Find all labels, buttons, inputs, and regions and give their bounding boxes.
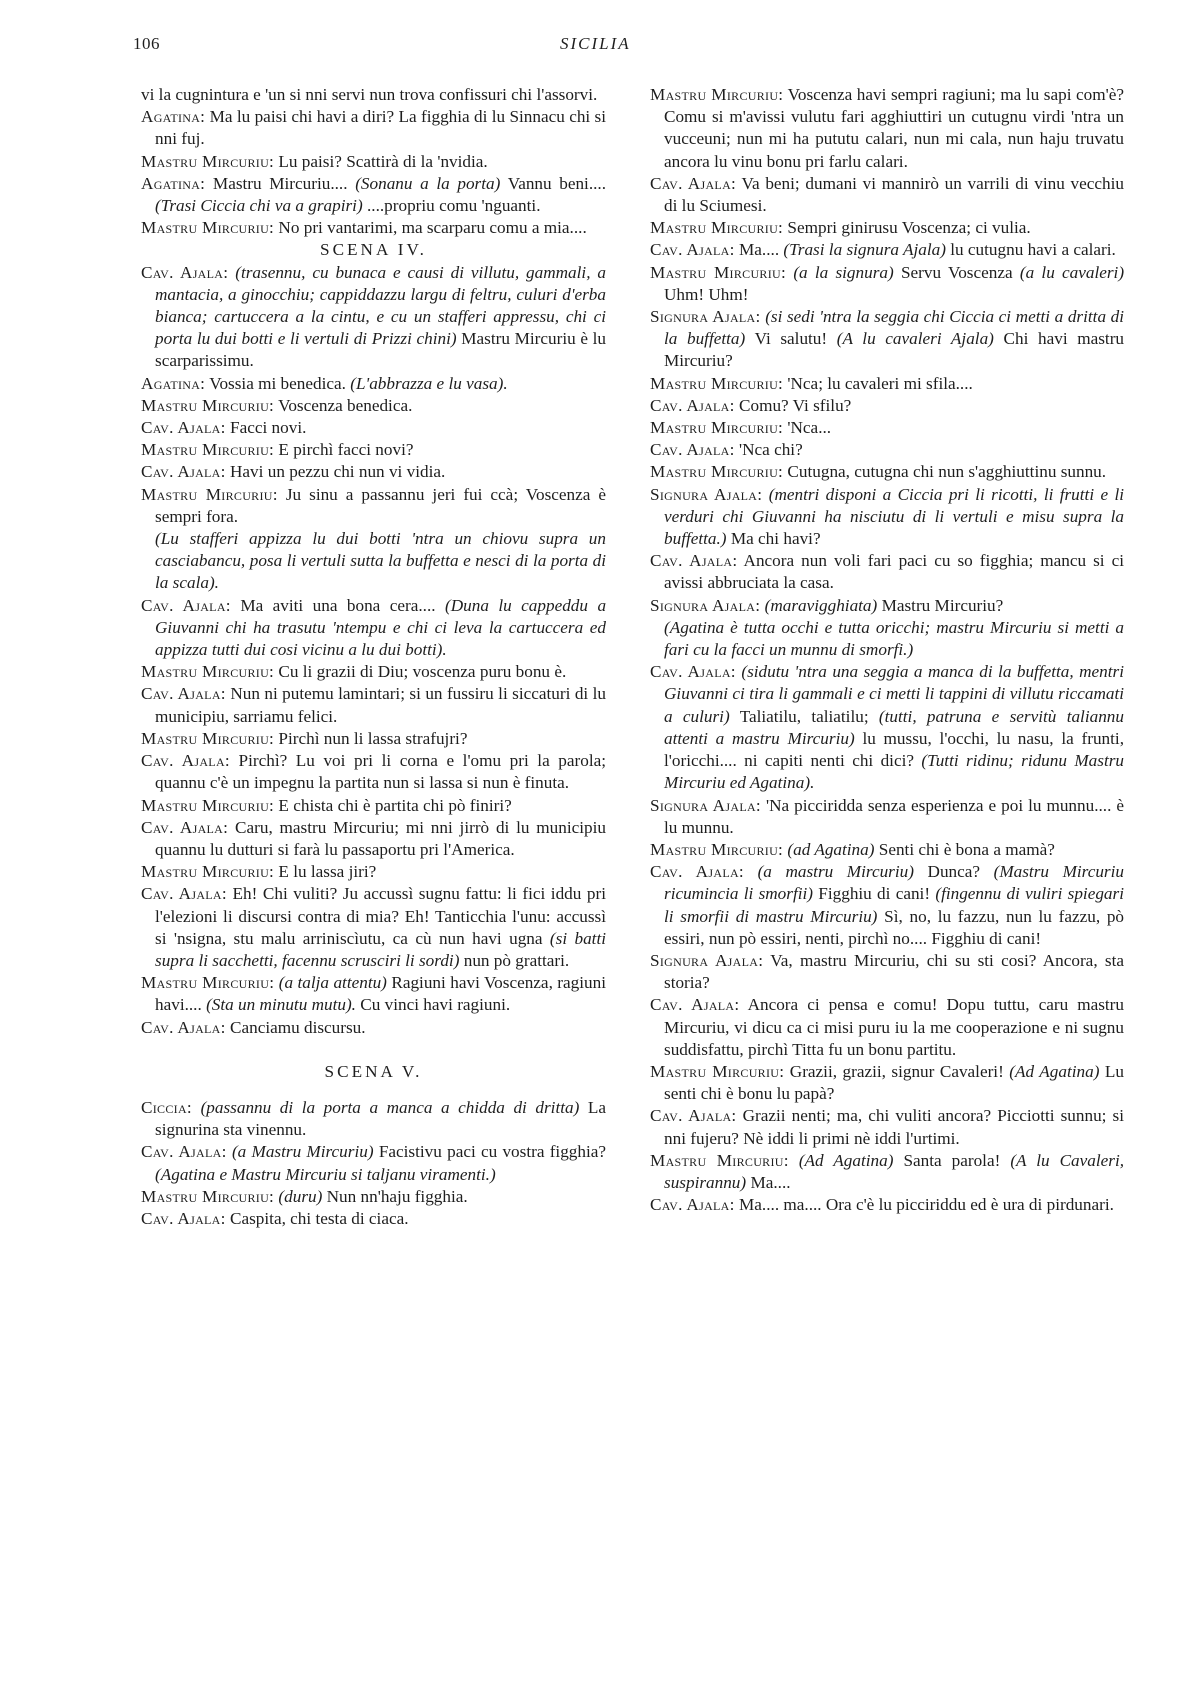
speaker-name: Signura Ajala: xyxy=(650,595,761,615)
speech xyxy=(650,373,1124,395)
dialogue-text: Vannu beni.... xyxy=(507,173,607,193)
dialogue-text: Cu li grazii di Diu; voscenza puru bonu è. xyxy=(278,662,567,682)
speaker-name: Cav. Ajala: xyxy=(141,262,229,282)
dialogue-text: Comu? Vi sfilu? xyxy=(739,395,852,415)
speech xyxy=(650,84,1124,173)
dialogue-text: La signurina sta vinennu. xyxy=(155,1097,607,1140)
speech xyxy=(650,306,1124,373)
speaker-name: Agatina: xyxy=(141,107,206,127)
speech xyxy=(141,1097,606,1141)
dialogue-text: Ma.... xyxy=(750,1172,791,1192)
speech xyxy=(141,461,606,483)
speech xyxy=(650,173,1124,217)
speaker-name: Mastru Mircuriu: xyxy=(141,795,275,815)
speech xyxy=(650,550,1124,594)
speaker-name: Cav. Ajala: xyxy=(141,817,229,837)
speech xyxy=(141,439,606,461)
dialogue-text: E chista chi è partita chi pò finiri? xyxy=(278,795,512,815)
dialogue-text: Uhm! Uhm! xyxy=(664,284,749,304)
dialogue-text: Va, mastru Mircuriu, chi su sti cosi? Ancora, sta storia? xyxy=(664,950,1124,993)
speaker-name: Mastru Mircuriu: xyxy=(141,662,275,682)
dialogue-text: Senti chi è bona a mamà? xyxy=(878,839,1055,859)
dialogue-text: Mastru Mircuriu è lu scarparissimu. xyxy=(155,329,606,371)
dialogue-text: Ju sinu a passannu jeri fui ccà; Voscenza è sempri fora. xyxy=(155,484,607,526)
speaker-name: Cav. Ajala: xyxy=(650,1195,735,1215)
speech xyxy=(650,1061,1124,1105)
speaker-name: Mastru Mircuriu: xyxy=(141,484,278,504)
speaker-name: Cav. Ajala: xyxy=(141,1208,226,1228)
stage-direction-text: (a Mastru Mircuriu) xyxy=(231,1142,374,1162)
speech xyxy=(650,1194,1124,1216)
dialogue-text: Vi salutu! xyxy=(754,329,828,349)
speaker-name: Cav. Ajala: xyxy=(650,173,737,193)
speaker-name: Cav. Ajala: xyxy=(650,440,735,460)
speech xyxy=(141,883,606,972)
scene-heading: SCENA IV. xyxy=(320,240,427,260)
speech xyxy=(141,106,606,150)
stage-direction-text: (A lu cavaleri Ajala) xyxy=(836,329,994,349)
speech xyxy=(141,217,606,239)
stage-direction-text: (Trasi la signura Ajala) xyxy=(783,240,946,260)
speech xyxy=(141,595,606,662)
speech xyxy=(141,1141,606,1185)
speaker-name: Cav. Ajala: xyxy=(650,995,740,1015)
speaker-name: Mastru Mircuriu: xyxy=(650,218,784,238)
dialogue-text: Ma.... xyxy=(739,240,780,260)
dialogue-text: Ancora ci pensa e comu! Dopu tuttu, caru mastru Mircuriu, vi dicu ca ci misi puru iu la me cooperazione e ni sugnu suddisfattu, pirchì Titta fu un bonu partitu. xyxy=(664,995,1124,1059)
dialogue-text: Eh! Chi vuliti? Ju accussì sugnu fattu: li fici iddu pri l'elezioni li discursi contra di mia? Eh! Tanticchia l'unu: accussì si 'nsigna, stu malu arriniscìutu, ca cù nun havi ugna xyxy=(155,884,607,948)
dialogue-text: Ma lu paisi chi havi a diri? La figghia di lu Sinnacu chi si nni fuj. xyxy=(155,107,607,149)
continued-speech xyxy=(141,84,606,106)
stage-direction-text: (fingennu di vuliri spiegari li smorfii di mastru Mircuriu) xyxy=(664,884,1124,926)
speaker-name: Cav. Ajala: xyxy=(650,1106,737,1126)
dialogue-text: Vossia mi benedica. xyxy=(209,373,346,393)
stage-direction-text: (A lu Cavaleri, suspirannu) xyxy=(664,1150,1125,1192)
dialogue-text: Voscenza havi sempri ragiuni; ma lu sapi com'è? Comu si m'avissi vulutu fari agghiuttiri un cutugnu virdi 'ntra un vucceuni; nun mi ha pututu calari, nun mi cala, nun haju truvatu ancora lu vinu bonu pri farlu calari. xyxy=(664,85,1124,171)
speaker-name: Cav. Ajala: xyxy=(141,462,226,482)
speech xyxy=(141,395,606,417)
dialogue-text: Ma chi havi? xyxy=(730,529,821,549)
speech xyxy=(141,683,606,727)
dialogue-text: Servu Voscenza xyxy=(900,262,1013,282)
dialogue-text: Taliatilu, taliatilu; xyxy=(739,706,869,726)
speech xyxy=(141,817,606,861)
stage-direction xyxy=(141,528,606,595)
speech xyxy=(650,861,1124,950)
dialogue-text: 'Nca... xyxy=(787,418,832,438)
speech xyxy=(141,972,606,1016)
speaker-name: Cav. Ajala: xyxy=(141,684,226,704)
speaker-name: Mastru Mircuriu: xyxy=(141,151,275,171)
speaker-name: Mastru Mircuriu: xyxy=(650,462,784,482)
stage-direction-text: (Sta un minutu mutu). xyxy=(206,995,356,1015)
dialogue-text: Nun ni putemu lamintari; si un fussiru li siccaturi di lu municipiu, sarriamu felici. xyxy=(155,684,607,726)
speech xyxy=(650,994,1124,1061)
stage-direction-text: (Ad Agatina) xyxy=(798,1150,894,1170)
speaker-name: Signura Ajala: xyxy=(650,484,763,504)
dialogue-text: Chi havi mastru Mircuriu? xyxy=(664,329,1125,371)
speech xyxy=(141,417,606,439)
stage-direction-text: (a talja attentu) xyxy=(278,973,387,993)
dialogue-text: Voscenza benedica. xyxy=(278,395,413,415)
stage-direction-text: (si sedi 'ntra la seggia chi Ciccia ci metti a dritta di la buffetta) xyxy=(664,307,1125,349)
speaker-name: Mastru Mircuriu: xyxy=(141,218,275,238)
speech xyxy=(141,661,606,683)
speech xyxy=(650,217,1124,239)
dialogue-text: Lu senti chi è bonu lu papà? xyxy=(664,1061,1124,1104)
speaker-name: Cav. Ajala: xyxy=(650,240,735,260)
speaker-name: Signura Ajala: xyxy=(650,307,761,327)
speech xyxy=(650,661,1124,794)
speaker-name: Mastru Mircuriu: xyxy=(141,440,275,460)
scene-heading: SCENA V. xyxy=(324,1061,423,1081)
speaker-name: Cav. Ajala: xyxy=(650,862,744,882)
dialogue-text: Sempri ginirusu Voscenza; ci vulia. xyxy=(787,218,1031,238)
stage-direction-text: (ad Agatina) xyxy=(787,839,875,859)
speaker-name: Cav. Ajala: xyxy=(141,884,227,904)
dialogue-text: Va beni; dumani vi mannirò un varrili di vinu vecchiu di lu Sciumesi. xyxy=(664,173,1124,216)
speaker-name: Cav. Ajala: xyxy=(141,418,226,438)
dialogue-text: Nun nn'haju figghia. xyxy=(326,1186,468,1206)
dialogue-text: E pirchì facci novi? xyxy=(278,440,414,460)
dialogue-text: Cu vinci havi ragiuni. xyxy=(360,995,511,1015)
stage-direction-text: (passannu di la porta a manca a chidda di dritta) xyxy=(200,1097,580,1117)
dialogue-text: E lu lassa jiri? xyxy=(278,862,377,882)
stage-direction-text: (Agatina è tutta occhi e tutta oricchi; mastru Mircuriu si metti a fari cu la facci un munnu di smorfi.) xyxy=(664,617,1124,660)
dialogue-text: Lu paisi? Scattirà di la 'nvidia. xyxy=(278,151,488,171)
stage-direction-text: (Duna lu cappeddu a Giuvanni chi ha trasutu 'ntempu e chi ci leva la cartuccera ed appizza tutti dui cosi vicinu a lu dui botti). xyxy=(155,595,607,660)
speech xyxy=(650,461,1124,483)
dialogue-text: Pirchì? Lu voi pri li corna e l'omu pri la parola; quannu c'è un impegnu la partita nun si lassa si nun è finuta. xyxy=(155,751,606,793)
speaker-name: Mastru Mircuriu: xyxy=(650,1061,785,1081)
dialogue-text: Ragiuni havi Voscenza, ragiuni havi.... xyxy=(155,973,606,1015)
stage-direction-text: (a mastru Mircuriu) xyxy=(757,862,914,882)
speaker-name: Cav. Ajala: xyxy=(141,1142,227,1162)
stage-direction-text: (Mastru Mircuriu ricumincia li smorfii) xyxy=(664,862,1124,904)
speaker-name: Cav. Ajala: xyxy=(141,751,230,771)
speech xyxy=(141,861,606,883)
speech xyxy=(141,1186,606,1208)
dialogue-text: 'Nca chi? xyxy=(739,440,803,460)
stage-direction-text: (Agatina e Mastru Mircuriu si taljanu viramenti.) xyxy=(155,1164,496,1184)
stage-direction-text: (L'abbrazza e lu vasa). xyxy=(350,373,508,393)
dialogue-text: Santa parola! xyxy=(903,1150,1001,1170)
speech xyxy=(141,728,606,750)
speaker-name: Mastru Mircuriu: xyxy=(141,728,275,748)
speaker-name: Mastru Mircuriu: xyxy=(650,418,784,438)
speaker-name: Mastru Mircuriu: xyxy=(141,1186,275,1206)
stage-direction-text: (Tutti ridinu; ridunu Mastru Mircuriu ed Agatina). xyxy=(664,751,1125,793)
speaker-name: Signura Ajala: xyxy=(650,950,764,970)
dialogue-text: Grazii nenti; ma, chi vuliti ancora? Picciotti sunnu; si nni fujeru? Nè iddi li primi nè iddi l'urtimi. xyxy=(664,1106,1125,1148)
speech xyxy=(650,795,1124,839)
stage-direction-text: (mentri disponi a Ciccia pri li ricotti, li frutti e li verduri chi Giuvanni ha nisciutu di li vertuli e misu supra la buffetta.) xyxy=(664,484,1125,549)
speech xyxy=(650,417,1124,439)
speaker-name: Mastru Mircuriu: xyxy=(141,395,275,415)
speech xyxy=(650,595,1124,617)
speaker-name: Mastru Mircuriu: xyxy=(650,85,784,104)
stage-direction-text: (a la signura) xyxy=(793,262,894,282)
stage-direction-text: (Lu stafferi appizza lu dui botti 'ntra un chiovu supra un casciabancu, posa li vertuli sutta la buffetta e nesci di la porta di la scala). xyxy=(155,529,606,593)
speech xyxy=(650,439,1124,461)
dialogue-text: Dunca? xyxy=(927,862,981,882)
speaker-name: Cav. Ajala: xyxy=(141,595,231,615)
speech xyxy=(650,484,1124,551)
speech xyxy=(141,795,606,817)
left-column xyxy=(141,84,606,1230)
speech xyxy=(650,262,1124,306)
dialogue-text: lu cutugnu havi a calari. xyxy=(950,240,1116,260)
speaker-name: Mastru Mircuriu: xyxy=(141,973,275,993)
speaker-name: Agatina: xyxy=(141,373,206,393)
dialogue-text: Facistivu paci cu vostra figghia? xyxy=(378,1142,607,1162)
stage-direction-text: (tutti, patruna e servitù taliannu attenti a mastru Mircuriu) xyxy=(664,706,1124,748)
speaker-name: Ciccia: xyxy=(141,1097,193,1117)
speech xyxy=(650,1150,1124,1194)
dialogue-text: Mastru Mircuriu.... xyxy=(212,173,348,193)
dialogue-text: Facci novi. xyxy=(230,418,307,438)
dialogue-text: Havi un pezzu chi nun vi vidia. xyxy=(230,462,446,482)
stage-direction-text: (a lu cavaleri) xyxy=(1019,262,1125,282)
speech xyxy=(650,1105,1124,1149)
speech xyxy=(141,750,606,794)
dialogue-text: No pri vantarimi, ma scarparu comu a mia.... xyxy=(278,218,587,238)
dialogue-text: Figghiu di cani! xyxy=(818,884,931,904)
speech xyxy=(650,839,1124,861)
stage-direction-text: (duru) xyxy=(278,1186,323,1206)
page-number: 106 xyxy=(133,34,160,53)
dialogue-text: Ancora nun voli fari paci cu so figghia; mancu si ci avissi abbruciata la casa. xyxy=(664,551,1124,593)
dialogue-text: lu mussu, l'occhi, lu nasu, la frunti, l'oricchi.... ni capiti nenti chi dici? xyxy=(664,728,1125,771)
speaker-name: Cav. Ajala: xyxy=(650,662,736,682)
stage-direction-text: (si batti supra li sacchetti, facennu scrusciri li sordi) xyxy=(155,928,606,970)
dialogue-text: vi la cugnintura e 'un si nni servi nun trova confissuri chi l'assorvi. xyxy=(141,85,598,104)
dialogue-text: Pirchì nun li lassa strafujri? xyxy=(278,728,468,748)
speech xyxy=(141,1017,606,1039)
speaker-name: Mastru Mircuriu: xyxy=(650,262,787,282)
dialogue-text: Caru, mastru Mircuriu; mi nni jirrò di lu municipiu quannu lu dutturi si farà lu passaportu pri l'America. xyxy=(155,817,607,859)
speech xyxy=(650,395,1124,417)
speech xyxy=(650,239,1124,261)
speaker-name: Agatina: xyxy=(141,173,206,193)
stage-direction-text: (Sonanu a la porta) xyxy=(355,173,501,193)
dialogue-text: 'Na picciridda senza esperienza e poi lu munnu.... è lu munnu. xyxy=(664,795,1125,837)
speaker-name: Cav. Ajala: xyxy=(650,551,738,571)
stage-direction-text: (trasennu, cu bunaca e causi di villutu, gammali, a mantacia, a ginocchiu; cappiddazzu largu di feltru, culuri d'erba bianca; cartuccera a la cintu, e cu un stafferi appressu, chi ci porta lu dui botti e li vertuli di Prizzi chini) xyxy=(155,262,606,349)
dialogue-text: Ma aviti una bona cera.... xyxy=(240,595,436,615)
speech xyxy=(141,151,606,173)
dialogue-text: Sì, no, lu fazzu, nun lu fazzu, pò essiri, nun pò essiri, nenti, pirchì no.... Figghiu di cani! xyxy=(664,906,1125,948)
dialogue-text: Cutugna, cutugna chi nun s'agghiuttinu sunnu. xyxy=(787,462,1107,482)
dialogue-text: ....propriu comu 'nguanti. xyxy=(366,196,541,216)
right-column xyxy=(650,84,1124,1216)
stage-direction-text: (Trasi Ciccia chi va a grapiri) xyxy=(155,196,363,216)
stage-direction-text: (sidutu 'ntra una seggia a manca di la buffetta, mentri Giuvanni ci tira li gammali e ci metti li tappini di villutu riccamati a culuri) xyxy=(664,662,1125,726)
dialogue-text: 'Nca; lu cavaleri mi sfila.... xyxy=(787,373,973,393)
dialogue-text: Canciamu discursu. xyxy=(230,1017,366,1037)
speech xyxy=(141,373,606,395)
speaker-name: Cav. Ajala: xyxy=(650,395,735,415)
running-title: SICILIA xyxy=(560,34,631,53)
stage-direction-text: (maravigghiata) xyxy=(764,595,878,615)
speech xyxy=(650,950,1124,994)
speech xyxy=(141,484,606,528)
dialogue-text: Grazii, grazii, signur Cavaleri! xyxy=(789,1061,1004,1081)
speaker-name: Cav. Ajala: xyxy=(141,1017,226,1037)
speaker-name: Mastru Mircuriu: xyxy=(650,373,784,393)
speaker-name: Mastru Mircuriu: xyxy=(650,839,784,859)
dialogue-text: Caspita, chi testa di ciaca. xyxy=(230,1208,409,1228)
speaker-name: Mastru Mircuriu: xyxy=(650,1150,789,1170)
stage-direction xyxy=(650,617,1124,661)
speaker-name: Mastru Mircuriu: xyxy=(141,862,275,882)
dialogue-text: nun pò grattari. xyxy=(463,950,570,970)
stage-direction-text: (Ad Agatina) xyxy=(1009,1061,1100,1081)
speech xyxy=(141,262,606,373)
speech xyxy=(141,1208,606,1230)
dialogue-text: Mastru Mircuriu? xyxy=(881,595,1004,615)
speech xyxy=(141,173,606,217)
speaker-name: Signura Ajala: xyxy=(650,795,761,815)
dialogue-text: Ma.... ma.... Ora c'è lu picciriddu ed è ura di pirdunari. xyxy=(739,1195,1114,1215)
